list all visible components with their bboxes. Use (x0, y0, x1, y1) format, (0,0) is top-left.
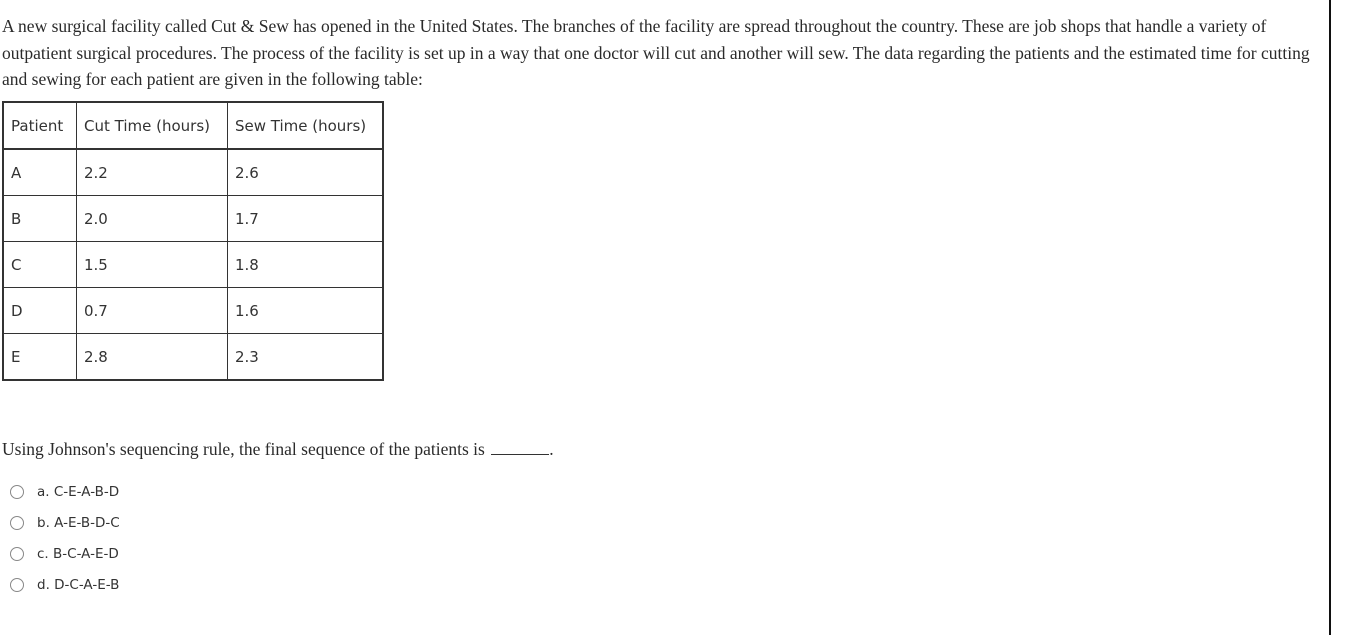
cut-time-cell: 2.8 (77, 334, 228, 381)
radio-button-icon[interactable] (10, 578, 24, 592)
option-label[interactable]: c. B-C-A-E-D (37, 545, 119, 562)
question-prompt (2, 436, 554, 462)
column-header-patient: Patient (3, 102, 77, 149)
answer-blank (491, 440, 549, 455)
cut-time-cell: 2.0 (77, 196, 228, 242)
sew-time-cell: 2.3 (228, 334, 384, 381)
table-row (3, 242, 383, 288)
cut-time-cell: 2.2 (77, 149, 228, 196)
option-d[interactable] (10, 569, 120, 600)
cut-time-cell: 1.5 (77, 242, 228, 288)
radio-button-icon[interactable] (10, 485, 24, 499)
table-row (3, 196, 383, 242)
question-intro: A new surgical facility called Cut & Sew has opened in the United States. The branches of the facility are spread throughout the country. These are job shops that handle a variety of outpatient surgical procedures. The process of the facility is set up in a way that one doctor will cut and another will sew. The data regarding the patients and the estimated time for cutting and sewing for each patient are given in the following table: (2, 16, 1310, 89)
column-header-cut-time: Cut Time (hours) (77, 102, 228, 149)
sew-time-cell: 1.6 (228, 288, 384, 334)
patient-cell: D (3, 288, 77, 334)
table-header-row (3, 102, 383, 149)
patient-cell: E (3, 334, 77, 381)
table-row (3, 288, 383, 334)
sew-time-cell: 2.6 (228, 149, 384, 196)
patient-cell: A (3, 149, 77, 196)
question-prompt-end: . (549, 439, 554, 459)
radio-button-icon[interactable] (10, 547, 24, 561)
patient-times-table (2, 101, 384, 381)
option-label[interactable]: a. C-E-A-B-D (37, 483, 120, 500)
page-right-border (1329, 0, 1331, 635)
option-a[interactable] (10, 476, 120, 507)
patient-cell: B (3, 196, 77, 242)
cut-time-cell: 0.7 (77, 288, 228, 334)
option-c[interactable] (10, 538, 120, 569)
table-row (3, 334, 383, 381)
option-label[interactable]: d. D-C-A-E-B (37, 576, 120, 593)
question-prompt-text: Using Johnson's sequencing rule, the final sequence of the patients is (2, 439, 485, 459)
sew-time-cell: 1.8 (228, 242, 384, 288)
option-label[interactable]: b. A-E-B-D-C (37, 514, 120, 531)
option-b[interactable] (10, 507, 120, 538)
table-row (3, 149, 383, 196)
patient-cell: C (3, 242, 77, 288)
radio-button-icon[interactable] (10, 516, 24, 530)
column-header-sew-time: Sew Time (hours) (228, 102, 384, 149)
answer-options (10, 476, 120, 600)
sew-time-cell: 1.7 (228, 196, 384, 242)
